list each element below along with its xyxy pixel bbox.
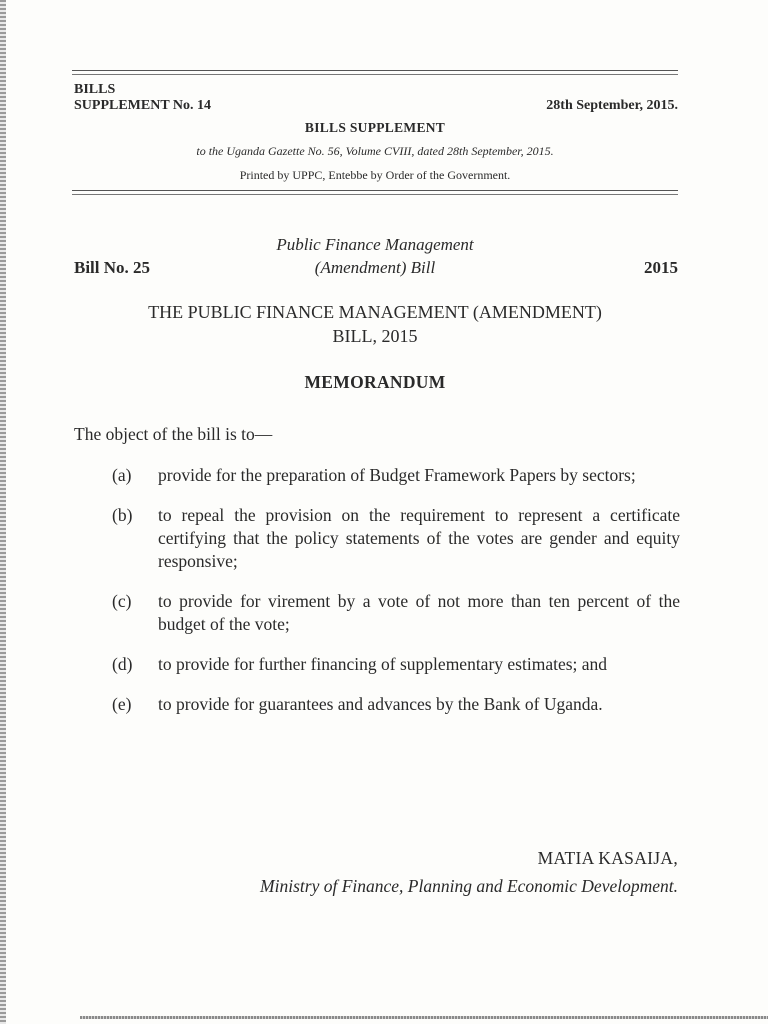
- bill-main-title-line2: BILL, 2015: [332, 326, 418, 346]
- bill-main-title: [72, 300, 678, 348]
- object-text: to provide for guarantees and advances by the Bank of Uganda.: [158, 694, 603, 714]
- supplement-date: 28th September, 2015.: [546, 98, 678, 113]
- bill-short-title-line2: (Amendment) Bill: [314, 258, 436, 277]
- bill-number: Bill No. 25: [74, 258, 151, 277]
- header-top-rule: [72, 70, 678, 71]
- signatory-name: MATIA KASAIJA,: [537, 848, 678, 868]
- object-item-c: [112, 590, 680, 636]
- object-text: provide for the preparation of Budget Framework Papers by sectors;: [158, 465, 636, 485]
- object-label: (e): [112, 694, 132, 714]
- object-label: (d): [112, 654, 133, 674]
- bill-year: 2015: [644, 258, 678, 277]
- object-label: (b): [112, 505, 133, 525]
- scanned-page-edge: [0, 0, 6, 1024]
- memorandum-intro: The object of the bill is to—: [74, 424, 273, 444]
- object-text: to provide for further financing of supplementary estimates; and: [158, 654, 608, 674]
- gazette-reference: to the Uganda Gazette No. 56, Volume CVIII, dated 28th September, 2015.: [196, 144, 554, 158]
- object-item-a: [112, 464, 680, 487]
- bill-short-title-line1: Public Finance Management: [276, 235, 474, 254]
- header-bottom-rule-double: [72, 194, 678, 195]
- supplement-label: [74, 82, 211, 114]
- objects-list: [112, 464, 680, 733]
- scanned-bottom-edge: [80, 1016, 768, 1019]
- memorandum-heading: MEMORANDUM: [304, 372, 446, 392]
- supplement-number: SUPPLEMENT No. 14: [74, 98, 212, 113]
- signatory-ministry: Ministry of Finance, Planning and Economic Development.: [260, 876, 678, 896]
- bills-label: BILLS: [74, 82, 116, 97]
- object-text: to repeal the provision on the requirement to represent a certificate certifying that the policy statements of the votes are gender and equity responsive;: [158, 505, 680, 571]
- supplement-title: BILLS SUPPLEMENT: [304, 120, 446, 135]
- object-label: (a): [112, 465, 132, 485]
- object-text: to provide for virement by a vote of not more than ten percent of the budget of the vote;: [158, 591, 680, 634]
- bill-short-title: [72, 233, 678, 279]
- header-bottom-rule: [72, 190, 678, 191]
- bill-main-title-line1: THE PUBLIC FINANCE MANAGEMENT (AMENDMENT): [148, 302, 602, 322]
- object-item-d: [112, 653, 680, 676]
- object-label: (c): [112, 591, 132, 611]
- object-item-e: [112, 693, 680, 716]
- printer-notice: Printed by UPPC, Entebbe by Order of the Government.: [239, 168, 511, 182]
- header-top-rule-double: [72, 74, 678, 75]
- object-item-b: [112, 504, 680, 573]
